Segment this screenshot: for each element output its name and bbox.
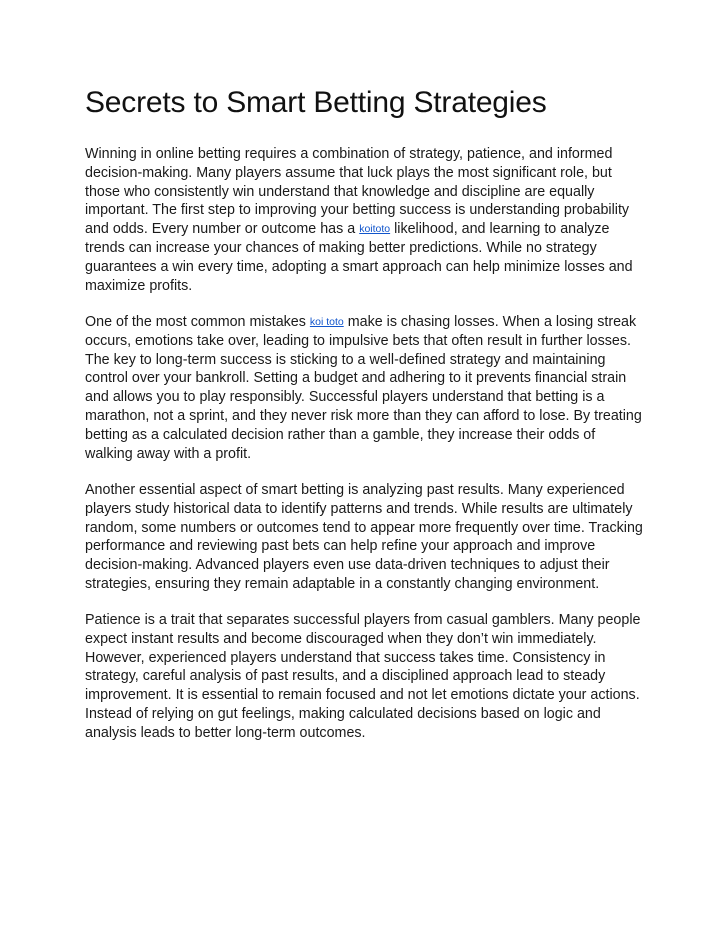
paragraph-1-text-before: Winning in online betting requires a combination of strategy, patience, and informed decision-making. Many players assume that luck plays the most significant role, but those who consistently win understand that knowledge and discipline are equally important. The first step to improving your betting success is understanding probability and odds. Every number or outcome has a <box>85 146 630 238</box>
paragraph-4: Patience is a trait that separates successful players from casual gamblers. Many people expect instant results and become discouraged when they don’t win immediately. However, experienced players understand that success takes time. Consistency in strategy, careful analysis of past results, and a disciplined approach lead to steady improvement. It is essential to remain focused and not let emotions dictate your actions. Instead of relying on gut feelings, making calculated decisions based on logic and analysis leads to better long-term outcomes. <box>85 612 641 741</box>
paragraph-1 <box>85 145 643 295</box>
paragraph-2-text-after: make is chasing losses. When a losing streak occurs, emotions take over, leading to impulsive bets that often result in further losses. The key to long-term success is sticking to a well-defined strategy and maintaining control over your bankroll. Setting a budget and adhering to it prevents financial strain and allows you to play responsibly. Successful players understand that betting is a marathon, not a sprint, and they never risk more than they can afford to lose. By treating betting as a calculated decision rather than a gamble, they increase their odds of walking away with a profit. <box>85 314 642 462</box>
document-title: Secrets to Smart Betting Strategies <box>85 86 547 119</box>
paragraph-1-text-after: likelihood, and learning to analyze trends can increase your chances of making better predictions. While no strategy guarantees a win every time, adopting a smart approach can help minimize losses and maximize profits. <box>85 221 633 294</box>
paragraph-2 <box>85 313 643 463</box>
koitoto-link[interactable]: koitoto <box>359 223 391 236</box>
paragraph-3: Another essential aspect of smart betting is analyzing past results. Many experienced players study historical data to identify patterns and trends. While results are ultimately random, some numbers or outcomes tend to appear more frequently over time. Tracking performance and reviewing past bets can help refine your approach and improve decision-making. Advanced players even use data-driven techniques to adjust their strategies, ensuring they remain adaptable in a constantly changing environment. <box>85 482 643 592</box>
koi-toto-link[interactable]: koi toto <box>309 316 344 328</box>
paragraph-2-text-before: One of the most common mistakes <box>85 314 310 330</box>
